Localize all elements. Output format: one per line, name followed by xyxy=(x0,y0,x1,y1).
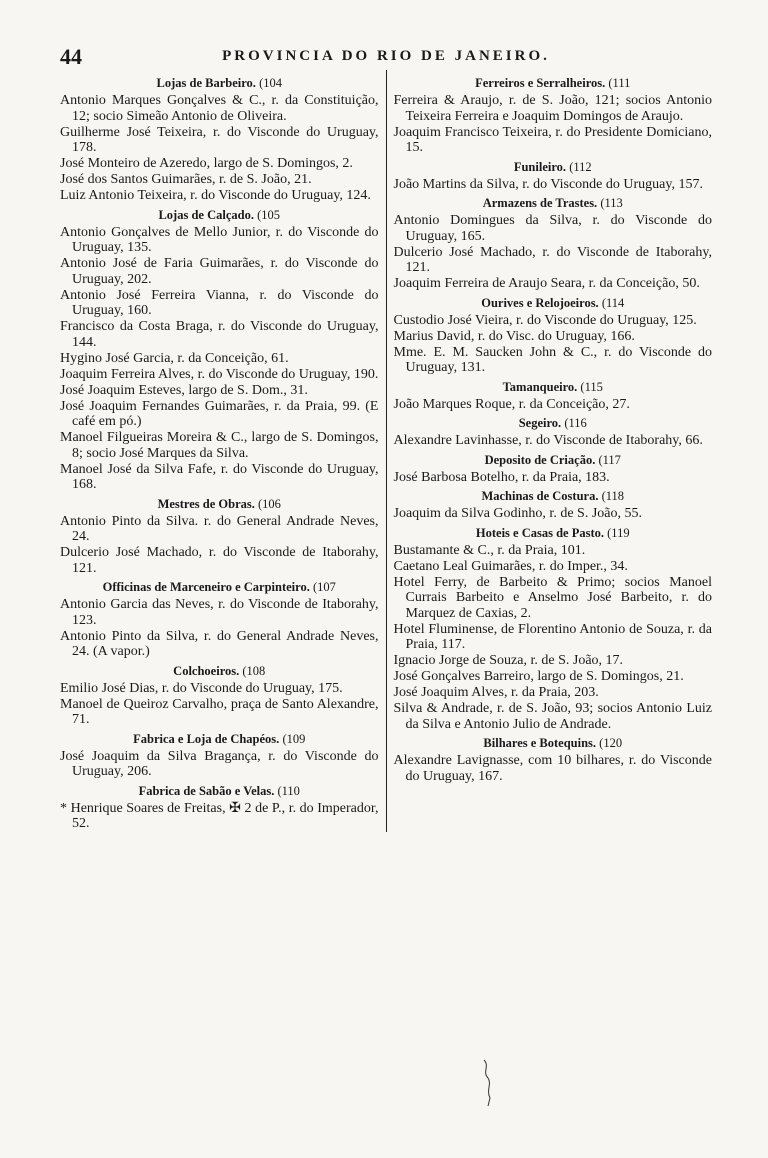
directory-entry: José Monteiro de Azeredo, largo de S. Domingos, 2. xyxy=(60,156,353,171)
section-heading-title: Lojas de Calçado. xyxy=(158,207,254,222)
directory-entry: Joaquim Ferreira de Araujo Seara, r. da Conceição, 50. xyxy=(393,276,700,291)
directory-entry: Antonio Garcia das Neves, r. do Visconde de Itaborahy, 123. xyxy=(60,597,379,628)
directory-entry: Antonio José de Faria Guimarães, r. do Visconde do Uruguay, 202. xyxy=(60,256,379,287)
left-column xyxy=(60,70,387,832)
section-heading xyxy=(394,195,713,211)
directory-entry: Alexandre Lavinhasse, r. do Visconde de Itaborahy, 66. xyxy=(393,433,703,448)
right-column xyxy=(387,70,713,832)
directory-entry: Caetano Leal Guimarães, r. do Imper., 34. xyxy=(393,558,628,574)
directory-entry: José Joaquim Fernandes Guimarães, r. da Praia, 99. (E café em pó.) xyxy=(60,398,379,429)
directory-entry: Ignacio Jorge de Souza, r. de S. João, 17. xyxy=(393,653,624,668)
section-heading xyxy=(60,75,379,91)
page-header xyxy=(60,44,712,70)
directory-entry: Guilherme José Teixeira, r. do Visconde do Uruguay, 178. xyxy=(60,124,379,155)
directory-entry: José Gonçalves Barreiro, largo de S. Domingos, 21. xyxy=(393,669,684,684)
section-number: (114 xyxy=(601,295,625,310)
directory-entry: Joaquim Francisco Teixeira, r. do Presidente Domiciano, 15. xyxy=(393,124,712,155)
directory-entry: João Martins da Silva, r. do Visconde do Uruguay, 157. xyxy=(393,176,703,192)
directory-entry: * Henrique Soares de Freitas, ✠ 2 de P., r. do Imperador, 52. xyxy=(60,800,379,831)
section-heading xyxy=(60,496,379,512)
section-number: (116 xyxy=(564,416,587,430)
directory-entry: Bustamante & C., r. da Praia, 101. xyxy=(393,542,586,558)
section-heading-title: Colchoeiros. xyxy=(173,663,240,678)
section-heading xyxy=(60,579,379,595)
directory-entry: José Joaquim Esteves, largo de S. Dom., 31. xyxy=(60,382,308,398)
directory-entry: Silva & Andrade, r. de S. João, 93; socios Antonio Luiz da Silva e Antonio Julio de Andrade. xyxy=(393,701,712,732)
directory-entry: Francisco da Costa Braga, r. do Visconde do Uruguay, 144. xyxy=(60,319,379,350)
directory-entry: João Marques Roque, r. da Conceição, 27. xyxy=(393,396,630,412)
directory-entry: Antonio José Ferreira Vianna, r. do Visconde do Uruguay, 160. xyxy=(60,287,379,318)
section-heading-title: Tamanqueiro. xyxy=(502,379,578,394)
section-heading xyxy=(394,295,713,311)
section-heading xyxy=(394,525,713,541)
section-number: (113 xyxy=(600,196,623,210)
section-heading-title: Mestres de Obras. xyxy=(157,496,255,511)
section-heading-title: Ferreiros e Serralheiros. xyxy=(475,76,606,90)
directory-entry: Antonio Domingues da Silva, r. do Visconde do Uruguay, 165. xyxy=(393,213,712,244)
section-heading xyxy=(394,75,713,91)
section-number: (105 xyxy=(257,207,281,222)
directory-entry: Antonio Pinto da Silva, r. do General Andrade Neves, 24. (A vapor.) xyxy=(60,628,379,659)
section-heading xyxy=(394,488,713,504)
section-heading-title: Hoteis e Casas de Pasto. xyxy=(475,525,605,540)
section-number: (104 xyxy=(259,76,282,90)
section-heading xyxy=(394,379,713,395)
directory-entry: Dulcerio José Machado, r. do Visconde de Itaborahy, 121. xyxy=(393,244,712,275)
directory-entry: Alexandre Lavignasse, com 10 bilhares, r. do Visconde do Uruguay, 167. xyxy=(393,753,712,784)
section-number: (108 xyxy=(242,663,266,678)
directory-entry: José Barbosa Botelho, r. da Praia, 183. xyxy=(393,469,610,485)
directory-entry: José Joaquim da Silva Bragança, r. do Visconde do Uruguay, 206. xyxy=(60,748,379,779)
directory-entry: Antonio Pinto da Silva. r. do General Andrade Neves, 24. xyxy=(60,513,379,544)
section-heading xyxy=(60,731,379,747)
directory-entry: Dulcerio José Machado, r. do Visconde de Itaborahy, 121. xyxy=(60,545,379,576)
two-column-body xyxy=(60,70,712,832)
directory-entry: Antonio Gonçalves de Mello Junior, r. do Visconde do Uruguay, 135. xyxy=(60,224,379,255)
document-page xyxy=(60,44,712,832)
directory-entry: José dos Santos Guimarães, r. de S. João, 21. xyxy=(60,172,312,187)
directory-entry: Luiz Antonio Teixeira, r. do Visconde do Uruguay, 124. xyxy=(60,188,371,203)
section-heading xyxy=(394,735,713,751)
directory-entry: Custodio José Vieira, r. do Visconde do Uruguay, 125. xyxy=(393,312,697,328)
section-heading-title: Ourives e Relojoeiros. xyxy=(481,295,599,310)
directory-entry: Hotel Fluminense, de Florentino Antonio de Souza, r. da Praia, 117. xyxy=(393,621,712,652)
directory-entry: José Joaquim Alves, r. da Praia, 203. xyxy=(393,685,599,700)
section-heading-title: Fabrica e Loja de Chapéos. xyxy=(133,731,280,746)
section-heading-title: Fabrica de Sabão e Velas. xyxy=(138,783,275,798)
section-number: (112 xyxy=(569,159,592,174)
section-heading-title: Bilhares e Botequins. xyxy=(483,736,597,750)
section-number: (120 xyxy=(599,736,623,750)
page-number: 44 xyxy=(60,44,82,69)
directory-entry: Manoel de Queiroz Carvalho, praça de Santo Alexandre, 71. xyxy=(60,696,379,727)
section-heading-title: Lojas de Barbeiro. xyxy=(156,76,256,90)
section-heading xyxy=(394,452,713,468)
directory-entry: Joaquim da Silva Godinho, r. de S. João, 55. xyxy=(393,506,642,521)
section-heading-title: Machinas de Costura. xyxy=(481,489,599,503)
section-number: (115 xyxy=(580,379,603,394)
directory-entry: Hotel Ferry, de Barbeito & Primo; socios Manoel Currais Barbeito e Anselmo José Barbeito, r. do Marquez de Caxias, 2. xyxy=(393,574,712,621)
section-number: (119 xyxy=(607,525,630,540)
section-number: (106 xyxy=(258,496,281,511)
section-heading-title: Armazens de Trastes. xyxy=(482,196,598,210)
directory-entry: Mme. E. M. Saucken John & C., r. do Visconde do Uruguay, 131. xyxy=(393,344,712,375)
section-number: (107 xyxy=(312,580,336,594)
section-number: (110 xyxy=(277,783,300,798)
section-number: (117 xyxy=(598,452,621,467)
section-number: (118 xyxy=(601,489,625,503)
directory-entry: Manoel Filgueiras Moreira & C., largo de S. Domingos, 8; socio José Marques da Silva. xyxy=(60,430,379,461)
ink-mark-icon xyxy=(478,1058,498,1108)
section-heading xyxy=(60,663,379,679)
section-number: (109 xyxy=(282,731,306,746)
section-heading-title: Funileiro. xyxy=(513,159,567,174)
running-title: PROVINCIA DO RIO DE JANEIRO. xyxy=(222,48,550,64)
directory-entry: Emilio José Dias, r. do Visconde do Uruguay, 175. xyxy=(60,680,343,696)
directory-entry: Joaquim Ferreira Alves, r. do Visconde do Uruguay, 190. xyxy=(60,366,379,382)
directory-entry: Antonio Marques Gonçalves & C., r. da Constituição, 12; socio Simeão Antonio de Oliveira. xyxy=(60,93,379,124)
directory-entry: Manoel José da Silva Fafe, r. do Visconde do Uruguay, 168. xyxy=(60,461,379,492)
section-heading xyxy=(60,783,379,799)
section-heading-title: Deposito de Criação. xyxy=(484,452,596,467)
section-heading-title: Segeiro. xyxy=(518,416,562,430)
directory-entry: Hygino José Garcia, r. da Conceição, 61. xyxy=(60,350,289,366)
directory-entry: Ferreira & Araujo, r. de S. João, 121; socios Antonio Teixeira Ferreira e Joaquim Domingos de Araujo. xyxy=(393,93,712,124)
directory-entry: Marius David, r. do Visc. do Uruguay, 166. xyxy=(393,328,635,344)
section-number: (111 xyxy=(608,76,631,90)
section-heading-title: Officinas de Marceneiro e Carpinteiro. xyxy=(102,580,310,594)
section-heading xyxy=(60,207,379,223)
section-heading xyxy=(394,415,713,431)
section-heading xyxy=(394,159,713,175)
